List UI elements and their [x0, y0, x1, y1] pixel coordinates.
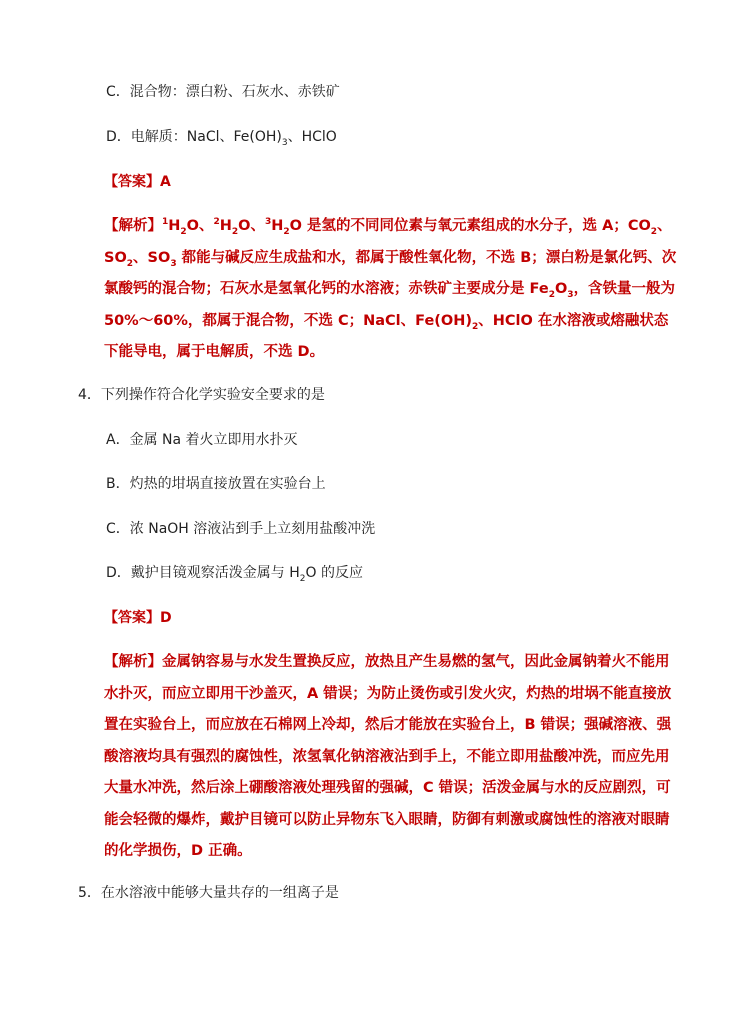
q3-option-c: C．混合物：漂白粉、石灰水、赤铁矿	[106, 84, 340, 100]
q4-option-d: D．戴护目镜观察活泼金属与 $H_2O$ 的反应	[106, 565, 363, 584]
q3-analysis: 【解析】$^1H_2O$、$^2H_2O$、$^3H_2O$ 是氢的不同同位素与氧元素组成的水分子，选 A；$CO_2$、$SO_2$、$SO_3$ 都能与碱反应生成盐和水，都属于酸性氧化物，不选 B；漂白粉是氯化钙、次氯酸钙的混合物；石灰水是氢氧化钙的水溶液；赤铁矿主要成分是 $Fe_2O_3$，含铁量一般为 50%～60%，都属于混合物，不选 C；NaCl、$Fe(OH)_2$、HClO 在水溶液或熔融状态下能导电，属于电解质，不选 D。	[104, 217, 677, 360]
q5-stem: 5．在水溶液中能够大量共存的一组离子是	[78, 885, 339, 901]
q4-stem: 4．下列操作符合化学实验安全要求的是	[78, 387, 325, 403]
q3-option-d: D．电解质：NaCl、$Fe(OH)_3$、HClO	[106, 129, 337, 148]
q4-option-b: B．灼热的坩埚直接放置在实验台上	[106, 476, 326, 492]
q3-answer: 【答案】A	[104, 174, 171, 190]
q4-answer: 【答案】D	[104, 610, 172, 626]
q4-option-a: A．金属 Na 着火立即用水扑灭	[106, 432, 298, 448]
q4-analysis: 【解析】金属钠容易与水发生置换反应，放热且产生易燃的氢气，因此金属钠着火不能用水扑灭，而应立即用干沙盖灭，A 错误；为防止烫伤或引发火灾，灼热的坩埚不能直接放置在实验台上，而应放在石棉网上冷却，然后才能放在实验台上，B 错误；强碱溶液、强酸溶液均具有强烈的腐蚀性，浓氢氧化钠溶液沾到手上，不能立即用盐酸冲洗，而应先用大量水冲洗，然后涂上硼酸溶液处理残留的强碱，C 错误；活泼金属与水的反应剧烈，可能会轻微的爆炸，戴护目镜可以防止异物东飞入眼睛，防御有刺激或腐蚀性的溶液对眼睛的化学损伤，D 正确。	[104, 654, 672, 859]
q4-option-c: C．浓 NaOH 溶液沾到手上立刻用盐酸冲洗	[106, 521, 376, 537]
